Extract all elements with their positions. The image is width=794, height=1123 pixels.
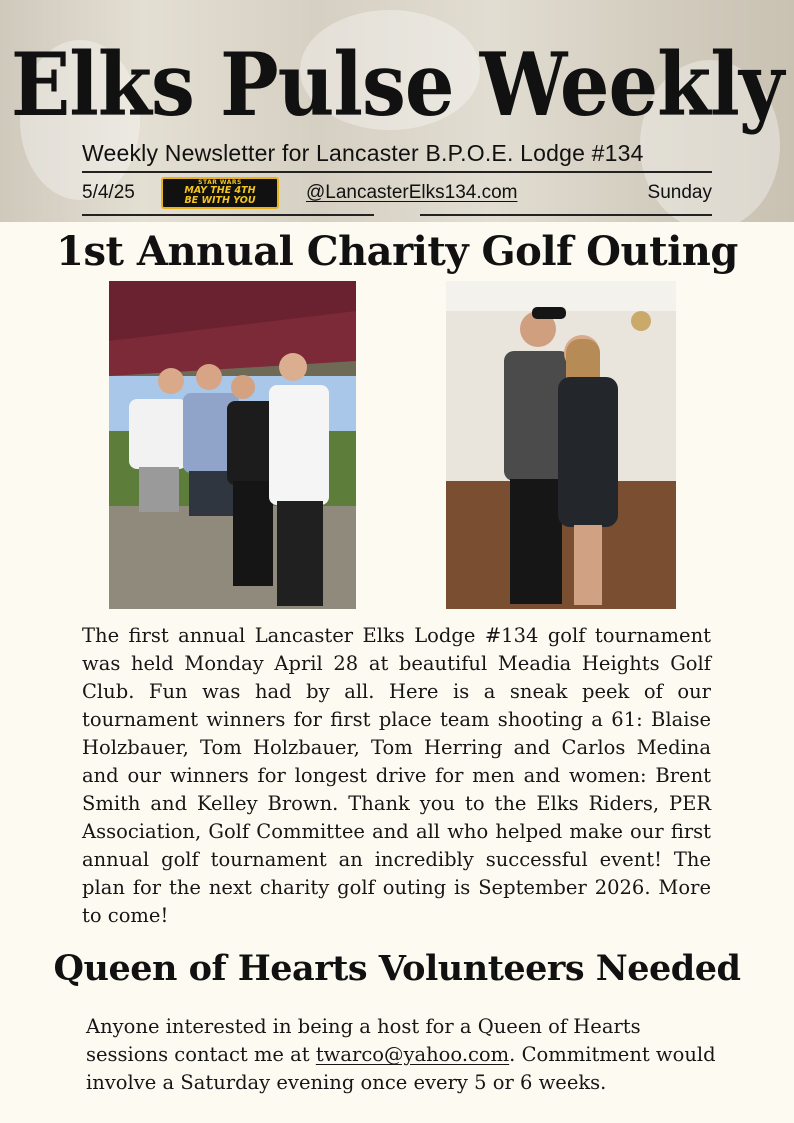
masthead-banner — [0, 0, 794, 222]
issue-date: 5/4/25 — [82, 182, 135, 203]
article-text: Anyone interested in being a host for a Queen of Hearts sessions contact me at — [86, 1015, 641, 1066]
contact-email-link[interactable]: twarco@yahoo.com — [315, 1043, 510, 1066]
newsletter-subtitle: Weekly Newsletter for Lancaster B.P.O.E. Lodge #134 — [82, 140, 644, 166]
badge-line-2: BE WITH YOU — [184, 195, 256, 206]
divider — [82, 214, 374, 216]
may-the-4th-badge — [161, 177, 279, 209]
golf-team-photo — [109, 281, 356, 609]
golf-team-photo-illustration — [109, 281, 356, 609]
divider — [420, 214, 712, 216]
queen-of-hearts-headline: Queen of Hearts Volunteers Needed — [53, 948, 741, 989]
queen-of-hearts-article — [86, 1013, 716, 1097]
golf-outing-headline: 1st Annual Charity Golf Outing — [56, 228, 738, 275]
badge-line-1: MAY THE 4TH — [184, 185, 256, 196]
couple-photo — [446, 281, 676, 609]
newsletter-title: Elks Pulse Weekly — [10, 34, 784, 137]
badge-top-text: STAR WARS — [198, 179, 242, 186]
website-link[interactable]: @LancasterElks134.com — [306, 182, 518, 203]
issue-day: Sunday — [647, 182, 712, 203]
divider — [82, 171, 712, 173]
golf-outing-article: The first annual Lancaster Elks Lodge #134 golf tournament was held Monday April 28 at beautiful Meadia Heights Golf Club. Fun was had by all. Here is a sneak peek of our tournament winners for first place team shooting a 61: Blaise Holzbauer, Tom Holzbauer, Tom Herring and Carlos Medina and our winners for longest drive for men and women: Brent Smith and Kelley Brown. Thank you to the Elks Riders, PER Association, Golf Committee and all who helped make our first annual golf tournament an incredibly successful event! The plan for the next charity golf outing is September 2026. More to come! — [82, 624, 711, 927]
couple-photo-illustration — [446, 281, 676, 609]
article-text: . Commitment would involve a Saturday evening once every 5 or 6 weeks. — [86, 1043, 716, 1094]
